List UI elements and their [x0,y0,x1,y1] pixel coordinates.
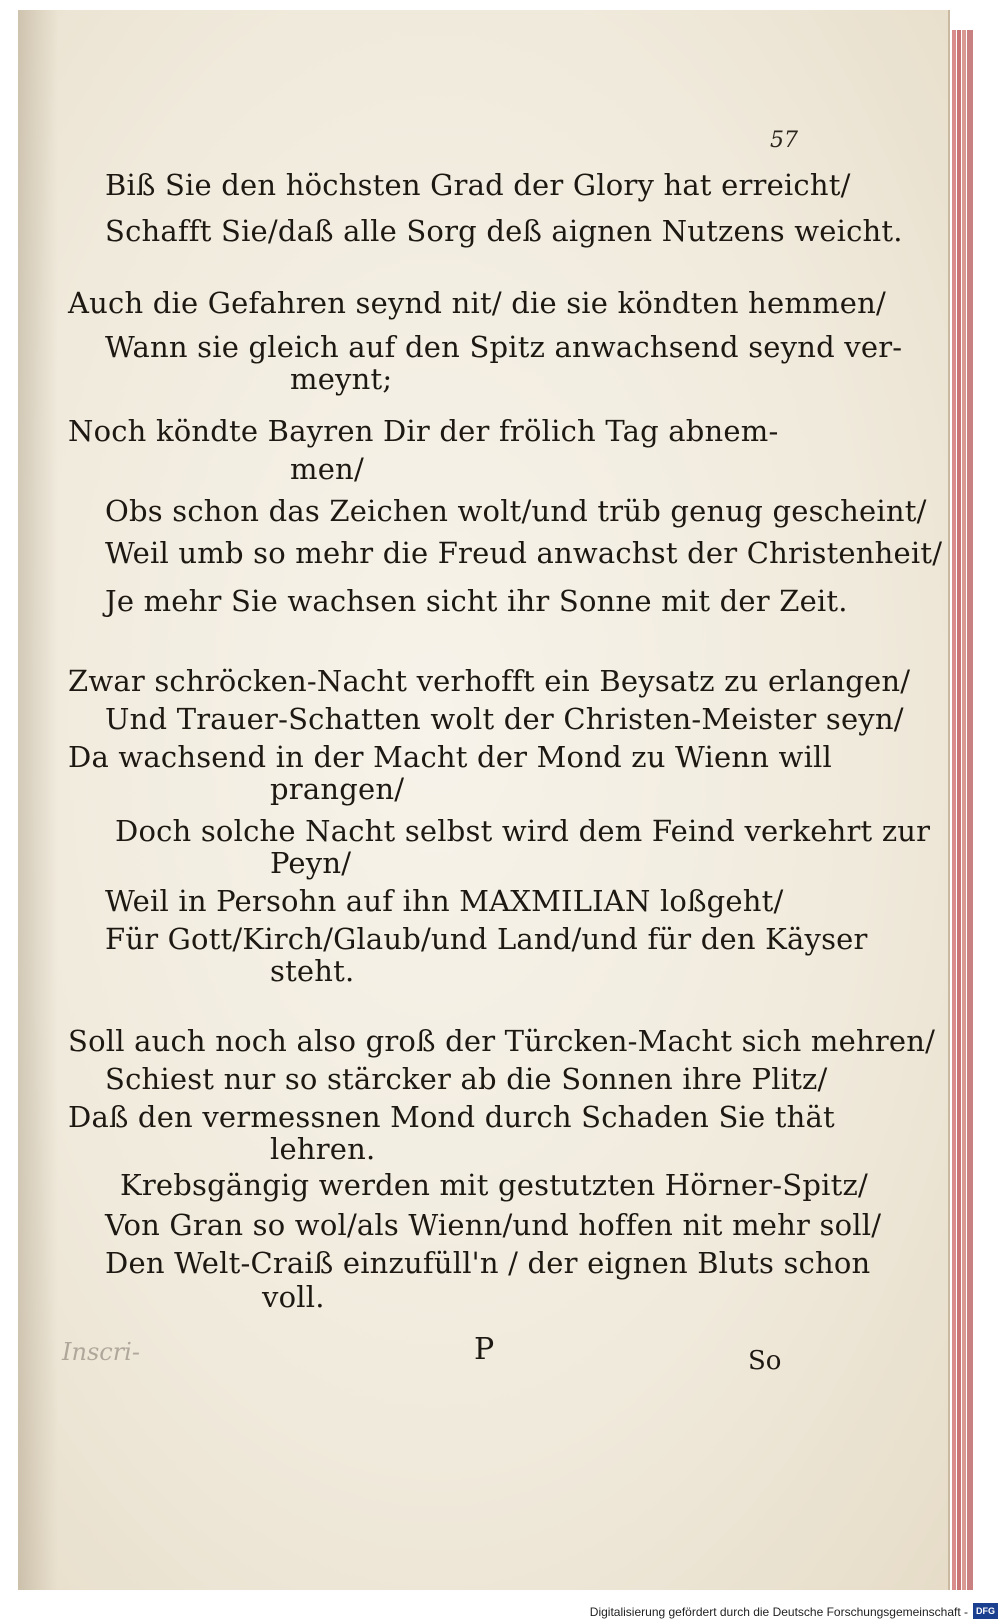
verse-line: Den Welt-Craiß einzufüll'n / der eignen Bluts schon [105,1246,871,1280]
margin-note: Inscri- [62,1338,140,1366]
verse-line: Daß den vermessnen Mond durch Schaden Sie thät [68,1100,835,1134]
page-edge-stack [957,30,961,1590]
verse-line: Peyn/ [270,846,352,880]
verse-line: Und Trauer-Schatten wolt der Christen-Meister seyn/ [105,702,904,736]
verse-line: Obs schon das Zeichen wolt/und trüb genug gescheint/ [105,494,927,528]
verse-line: Auch die Gefahren seynd nit/ die sie köndten hemmen/ [68,286,886,320]
verse-line: Für Gott/Kirch/Glaub/und Land/und für den Käyser [105,922,868,956]
dfg-logo: DFG [973,1603,998,1619]
verse-line: Da wachsend in der Macht der Mond zu Wienn will [68,740,832,774]
gutter-shadow [18,10,58,1590]
verse-line: Von Gran so wol/als Wienn/und hoffen nit mehr soll/ [105,1208,882,1242]
signature-mark: P [474,1332,495,1367]
verse-line: meynt; [290,362,393,396]
verse-line: Weil in Persohn auf ihn MAXMILIAN loßgeht/ [105,884,784,918]
verse-line: Schafft Sie/daß alle Sorg deß aignen Nutzens weicht. [105,214,903,248]
verse-line: Je mehr Sie wachsen sicht ihr Sonne mit der Zeit. [105,584,848,618]
page-edge-stack [967,30,973,1590]
verse-line: Schiest nur so stärcker ab die Sonnen ihre Plitz/ [105,1062,828,1096]
verse-line: Weil umb so mehr die Freud anwachst der Christenheit/ [105,536,943,570]
verse-line: men/ [290,452,364,486]
digitization-credit: Digitalisierung gefördert durch die Deutsche Forschungsgemeinschaft - [589,1605,968,1619]
verse-line: Soll auch noch also groß der Türcken-Macht sich mehren/ [68,1024,936,1058]
verse-line: Zwar schröcken-Nacht verhofft ein Beysatz zu erlangen/ [68,664,911,698]
verse-line: prangen/ [270,772,405,806]
catchword: So [748,1346,782,1376]
verse-line: Biß Sie den höchsten Grad der Glory hat erreicht/ [105,168,851,202]
page-edge-stack [962,30,966,1590]
verse-line: Noch köndte Bayren Dir der frölich Tag abnem- [68,414,779,448]
verse-line: Wann sie gleich auf den Spitz anwachsend seynd ver- [105,330,903,364]
verse-line: lehren. [270,1132,376,1166]
verse-line: Krebsgängig werden mit gestutzten Hörner-Spitz/ [120,1168,868,1202]
page-number: 57 [770,128,798,153]
verse-line: voll. [262,1280,325,1314]
page-edge-stack [952,30,956,1590]
verse-line: steht. [270,954,355,988]
verse-line: Doch solche Nacht selbst wird dem Feind verkehrt zur [115,814,931,848]
